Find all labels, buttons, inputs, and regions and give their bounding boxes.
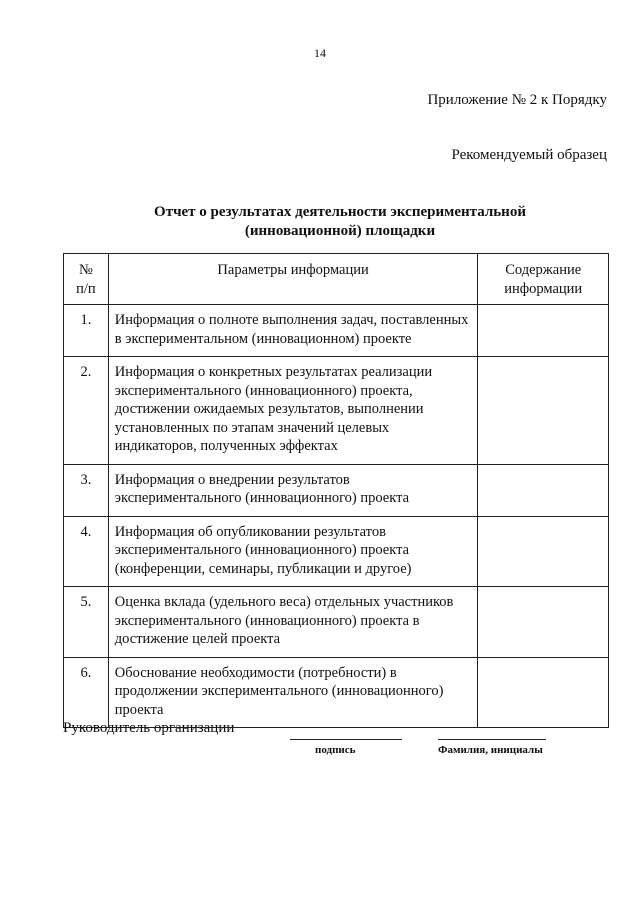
table-row — [64, 516, 609, 587]
row-content-cell[interactable] — [478, 516, 609, 587]
header-content-line-2: информации — [504, 280, 583, 297]
header-content — [478, 254, 609, 305]
page-number: 14 — [314, 46, 326, 60]
head-of-organization-label: Руководитель организации — [63, 720, 235, 736]
row-number: 6. — [64, 657, 109, 728]
row-number: 5. — [64, 587, 109, 658]
row-parameter: Информация об опубликовании результатов экспериментального (инновационного) проекта (конференции, семинары, публикации и другое) — [108, 516, 478, 587]
header-num-line-1: № — [78, 262, 93, 278]
header-num-line-2: п/п — [76, 280, 96, 297]
report-table — [63, 253, 609, 728]
title-line-1: Отчет о результатах деятельности экспериментальной — [154, 204, 526, 220]
name-caption: Фамилия, инициалы — [438, 744, 543, 756]
row-parameter: Обоснование необходимости (потребности) в продолжении экспериментального (инновационного) проекта — [108, 657, 478, 728]
table-header-row — [64, 254, 609, 305]
signature-line[interactable] — [290, 739, 402, 740]
row-number: 4. — [64, 516, 109, 587]
header-content-line-1: Содержание — [505, 262, 582, 278]
row-content-cell[interactable] — [478, 587, 609, 658]
document-title — [90, 203, 590, 241]
name-line[interactable] — [438, 739, 546, 740]
row-content-cell[interactable] — [478, 357, 609, 465]
row-parameter: Информация о конкретных результатах реализации экспериментального (инновационного) проекта, достижении ожидаемых результатов, выполнении установленных по этапам значений целевых индикаторов, полученных эффектах — [108, 357, 478, 465]
row-number: 1. — [64, 305, 109, 357]
row-content-cell[interactable] — [478, 657, 609, 728]
table-row — [64, 305, 609, 357]
table-row — [64, 587, 609, 658]
row-number: 3. — [64, 464, 109, 516]
table-row — [64, 657, 609, 728]
table-row — [64, 464, 609, 516]
annex-label: Приложение № 2 к Порядку — [427, 92, 607, 108]
row-content-cell[interactable] — [478, 464, 609, 516]
row-parameter: Оценка вклада (удельного веса) отдельных участников экспериментального (инновационного) проекта в достижение целей проекта — [108, 587, 478, 658]
row-number: 2. — [64, 357, 109, 465]
signature-caption: подпись — [315, 744, 356, 756]
table-row — [64, 357, 609, 465]
row-content-cell[interactable] — [478, 305, 609, 357]
row-parameter: Информация о внедрении результатов экспериментального (инновационного) проекта — [108, 464, 478, 516]
header-num — [64, 254, 109, 305]
header-params: Параметры информации — [108, 254, 478, 305]
row-parameter: Информация о полноте выполнения задач, поставленных в экспериментальном (инновационном) проекте — [108, 305, 478, 357]
title-line-2: (инновационной) площадки — [244, 223, 436, 239]
sample-label: Рекомендуемый образец — [451, 147, 607, 163]
